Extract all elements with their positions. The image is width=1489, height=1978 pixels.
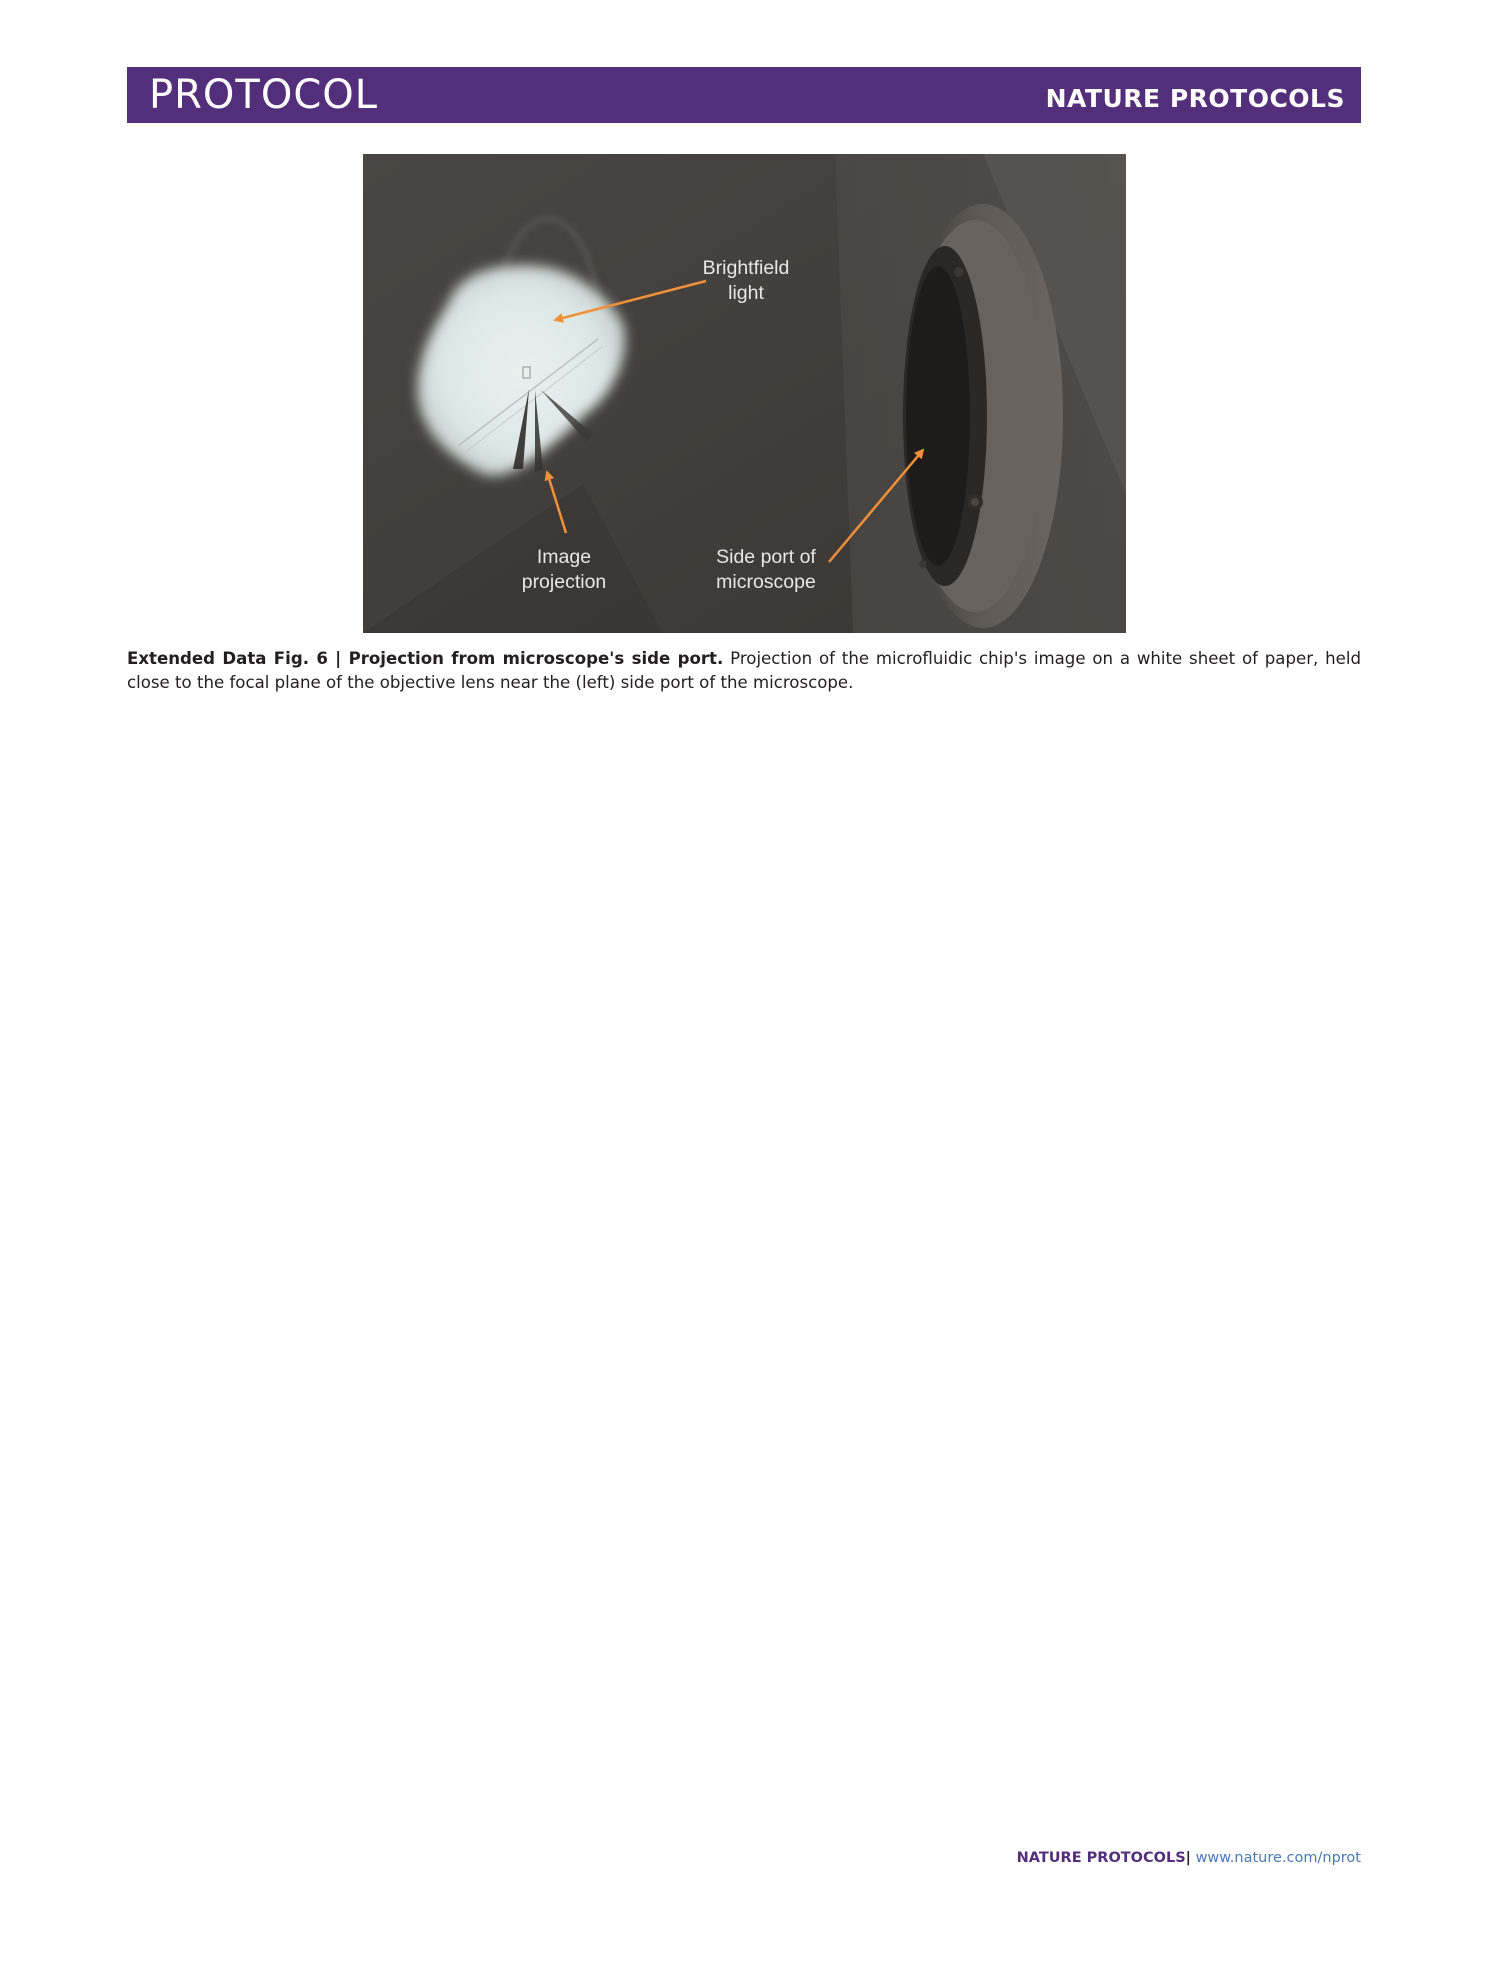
figure-photo bbox=[363, 154, 1126, 633]
footer-separator: | bbox=[1185, 1850, 1191, 1866]
figure-photo-svg bbox=[363, 154, 1126, 633]
label-image-line1: Image bbox=[536, 546, 592, 568]
side-port-hole bbox=[906, 266, 970, 566]
figure-caption bbox=[127, 647, 1361, 695]
screw bbox=[919, 560, 927, 568]
label-brightfield-line2: light bbox=[728, 282, 764, 304]
label-image-line2: projection bbox=[521, 571, 607, 593]
screw bbox=[954, 267, 964, 277]
footer-journal: NATURE PROTOCOLS bbox=[1016, 1850, 1186, 1866]
journal-title: NATURE PROTOCOLS bbox=[1045, 83, 1345, 113]
label-brightfield-line1: Brightfield bbox=[702, 257, 790, 279]
header-bar bbox=[127, 67, 1361, 123]
label-sideport-line1: Side port of bbox=[716, 546, 816, 568]
section-title: PROTOCOL bbox=[149, 72, 379, 118]
caption-label: Extended Data Fig. 6 | Projection from microscope's side port. bbox=[127, 649, 724, 668]
screw-center bbox=[971, 498, 979, 506]
label-sideport-line2: microscope bbox=[716, 571, 816, 593]
page-footer bbox=[1017, 1848, 1361, 1868]
caption-text: Projection of the microfluidic chip's image on a white sheet of paper, held close to the focal plane of the objective lens near the (left) side port of the microscope. bbox=[127, 649, 1361, 692]
footer-url[interactable]: www.nature.com/nprot bbox=[1195, 1850, 1361, 1866]
